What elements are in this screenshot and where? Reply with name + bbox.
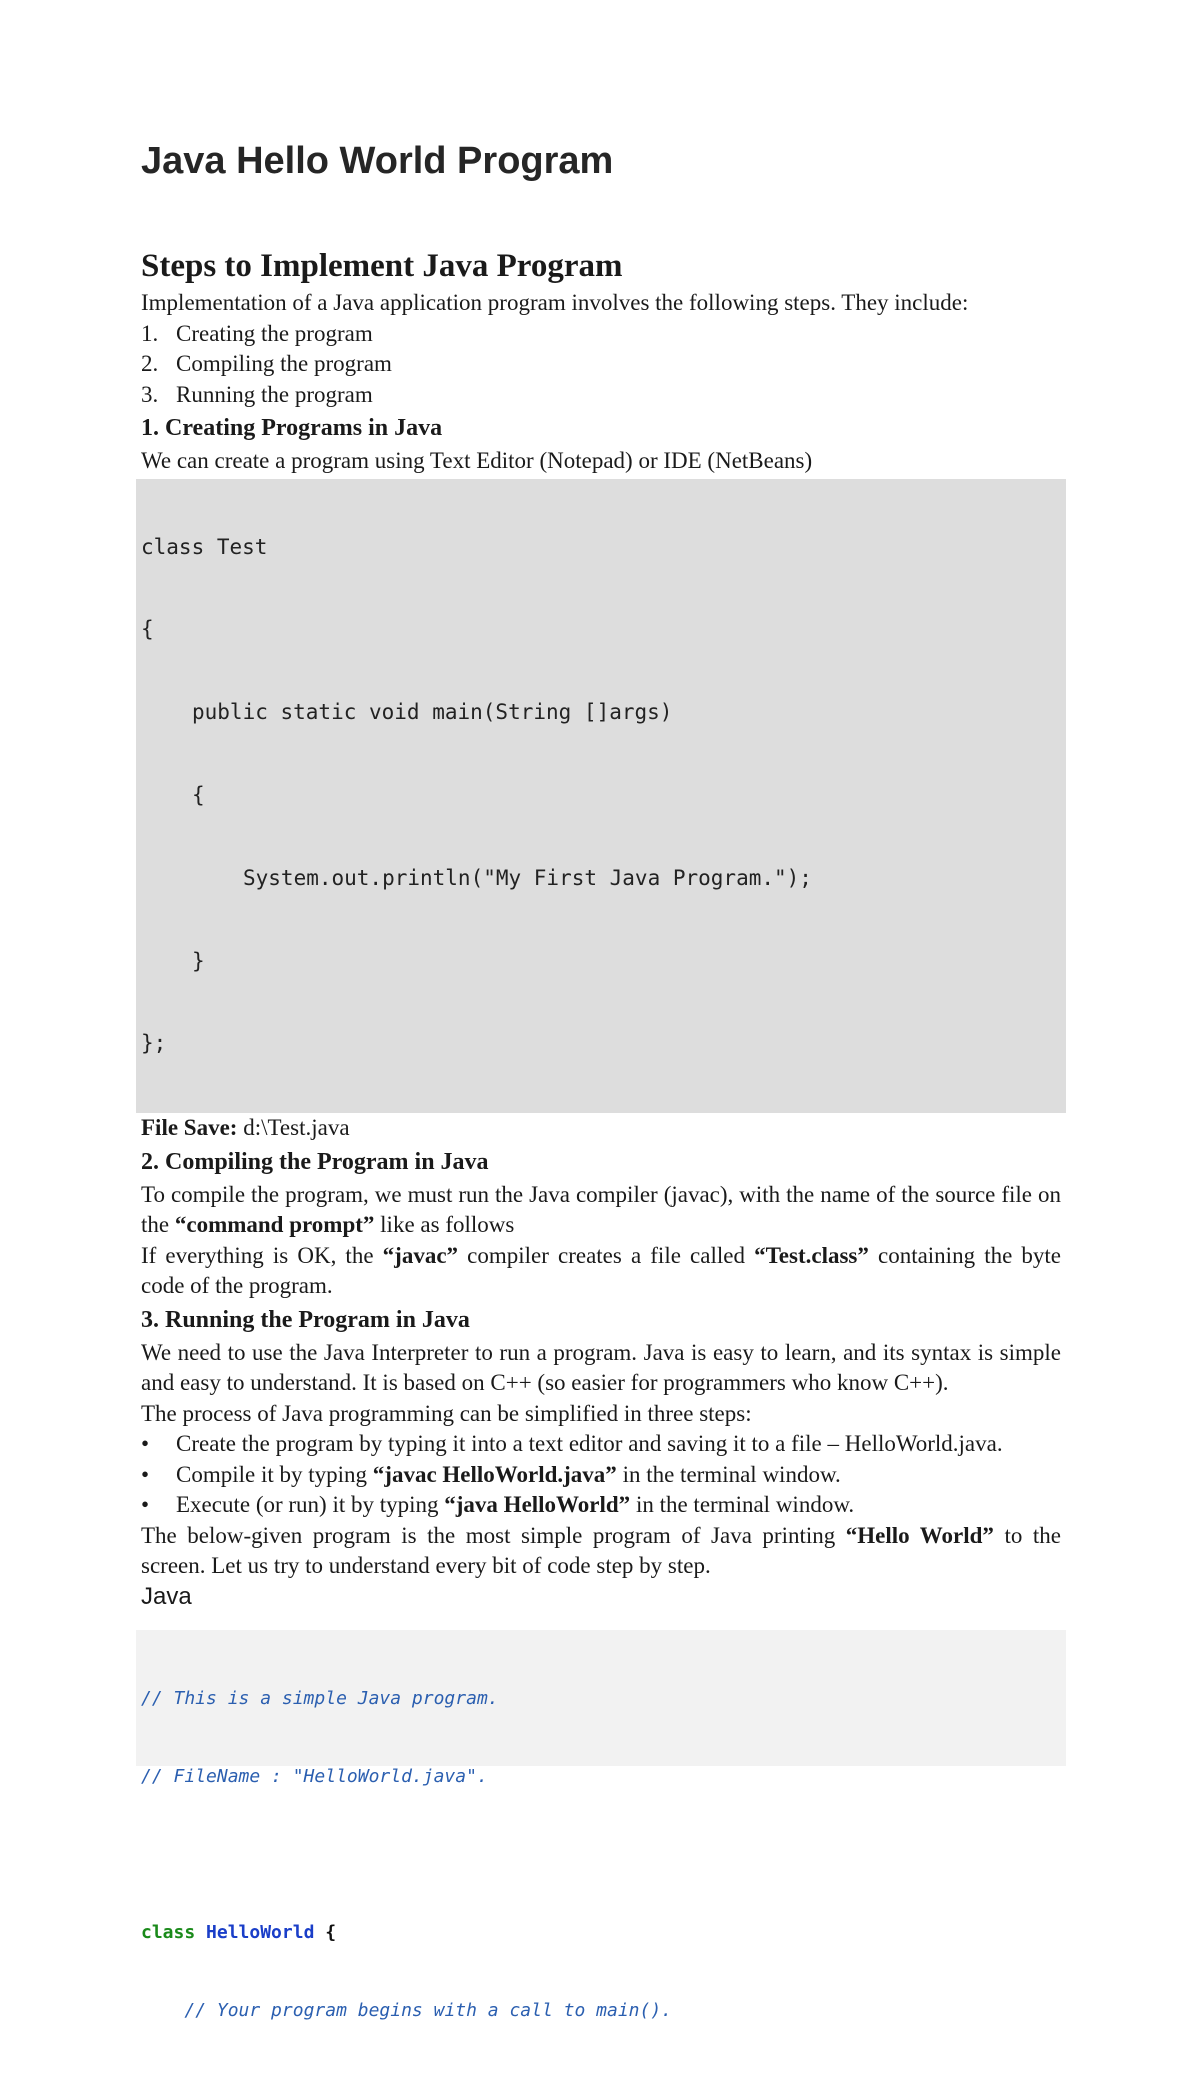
code-block-helloworld	[136, 1630, 1066, 2021]
code-line: public static void main(String []args)	[192, 700, 673, 725]
code-line: {	[192, 783, 205, 808]
running-paragraph-2: The process of Java programming can be simplified in three steps:	[141, 1400, 752, 1426]
code-comment: // This is a simple Java program.	[141, 1687, 499, 1709]
creating-paragraph: We can create a program using Text Editor (Notepad) or IDE (NetBeans)	[141, 448, 813, 473]
intro-paragraph: Implementation of a Java application program involves the following steps. They include:	[141, 290, 969, 315]
running-paragraph-1: We need to use the Java Interpreter to run a program. Java is easy to learn, and its syntax is simple and easy to understand. It is based on C++ (so easier for programmers who know C++).	[141, 1339, 1061, 1396]
code-blank-line	[141, 1842, 1061, 1868]
list-item: 1. Creating the program	[141, 320, 373, 346]
bullet-icon: •	[141, 1461, 150, 1487]
list-item: 2. Compiling the program	[141, 351, 392, 376]
process-bullets	[141, 1429, 1061, 1521]
code-line: };	[141, 1031, 167, 1056]
code-line: class Test	[141, 534, 268, 559]
code-line: System.out.println("My First Java Program.");	[243, 865, 812, 890]
code-line: class HelloWorld {	[141, 1921, 337, 1943]
code-language-label: Java	[141, 1582, 192, 1610]
bullet-icon: •	[141, 1431, 150, 1457]
code-block-test	[136, 479, 1066, 1114]
code-comment: // FileName : "HelloWorld.java".	[141, 1765, 488, 1787]
list-item: • Execute (or run) it by typing “java HelloWorld” in the terminal window.	[141, 1490, 1061, 1521]
page-title: Java Hello World Program	[141, 140, 614, 182]
compiling-paragraph-2: If everything is OK, the “javac” compiler creates a file called “Test.class” containing the byte code of the program.	[141, 1242, 1061, 1299]
list-item: 3. Running the program	[141, 381, 373, 407]
running-paragraph-3: The below-given program is the most simple program of Java printing “Hello World” to the screen. Let us try to understand every bit of code step by step.	[141, 1522, 1061, 1579]
list-item: • Create the program by typing it into a text editor and saving it to a file – HelloWorld.java.	[141, 1429, 1061, 1460]
document-body	[141, 244, 1061, 2021]
creating-heading: 1. Creating Programs in Java	[141, 415, 443, 441]
code-comment: // Your program begins with a call to main().	[184, 1999, 673, 2021]
list-item: • Compile it by typing “javac HelloWorld.java” in the terminal window.	[141, 1460, 1061, 1491]
bullet-icon: •	[141, 1492, 150, 1518]
code-line: {	[141, 617, 154, 642]
steps-list	[141, 319, 1061, 411]
file-save-line: File Save: d:\Test.java	[141, 1115, 350, 1141]
running-heading: 3. Running the Program in Java	[141, 1306, 470, 1333]
code-line: }	[192, 948, 205, 973]
compiling-paragraph-1: To compile the program, we must run the Java compiler (javac), with the name of the source file on the “command prompt” like as follows	[141, 1181, 1061, 1238]
compiling-heading: 2. Compiling the Program in Java	[141, 1148, 489, 1175]
section-heading: Steps to Implement Java Program	[141, 248, 623, 284]
